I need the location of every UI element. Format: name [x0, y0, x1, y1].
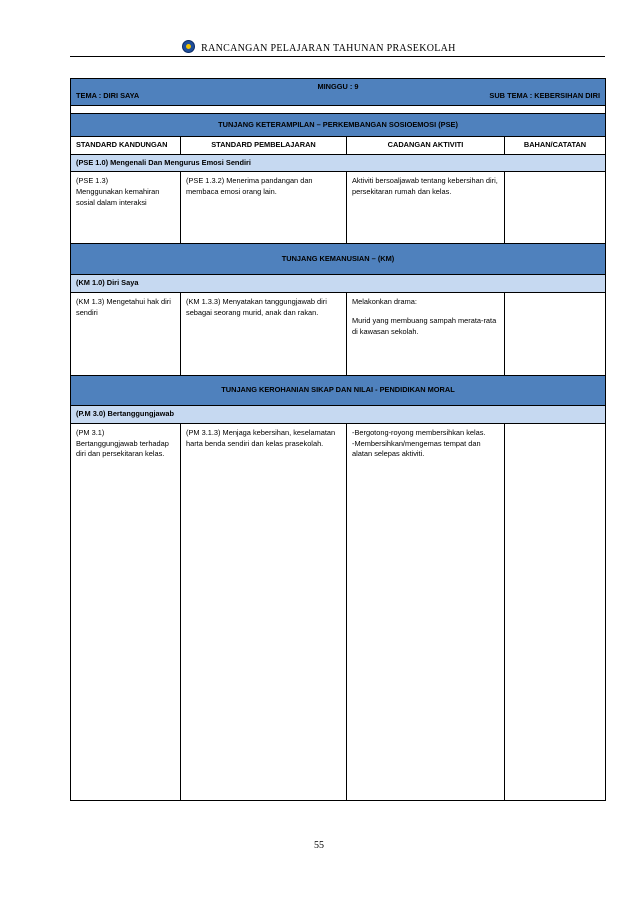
km-title: TUNJANG KEMANUSIAN – (KM): [71, 244, 606, 275]
spacer-row: [71, 106, 606, 114]
pm-kandungan-text: Bertanggungjawab terhadap diri dan persekitaran kelas.: [76, 438, 169, 459]
col-standard-kandungan: STANDARD KANDUNGAN: [71, 137, 181, 155]
ministry-logo-icon: [182, 40, 195, 53]
pm-title: TUNJANG KEROHANIAN SIKAP DAN NILAI - PENDIDIKAN MORAL: [71, 376, 606, 406]
km-kandungan: (KM 1.3) Mengetahui hak diri sendiri: [71, 293, 181, 376]
pse-content-row: [71, 172, 606, 244]
document-header: [0, 40, 638, 54]
km-pembelajaran: (KM 1.3.3) Menyatakan tanggungjawab diri sebagai seorang murid, anak dan rakan.: [181, 293, 347, 376]
pse-title-row: [71, 114, 606, 137]
pse-section: (PSE 1.0) Mengenali Dan Mengurus Emosi Sendiri: [71, 154, 606, 172]
pse-title: TUNJANG KETERAMPILAN – PERKEMBANGAN SOSIOEMOSI (PSE): [71, 114, 606, 137]
lesson-plan-table: [70, 78, 606, 801]
pse-bahan: [505, 172, 606, 244]
pse-aktiviti: Aktiviti bersoaljawab tentang kebersihan diri, persekitaran rumah dan kelas.: [347, 172, 505, 244]
week-label: MINGGU : 9: [317, 82, 359, 91]
km-content-row: [71, 293, 606, 376]
pm-section-row: [71, 406, 606, 424]
km-bahan: [505, 293, 606, 376]
km-aktiviti-detail: Murid yang membuang sampah merata-rata di kawasan sekolah.: [352, 315, 497, 336]
col-bahan-catatan: BAHAN/CATATAN: [505, 137, 606, 155]
km-section-row: [71, 275, 606, 293]
subtheme-label: SUB TEMA : KEBERSIHAN DIRI: [489, 91, 600, 101]
km-aktiviti-intro: Melakonkan drama:: [352, 297, 417, 307]
column-header-row: [71, 137, 606, 155]
pse-kandungan-code: (PSE 1.3): [76, 176, 109, 186]
pm-section: (P.M 3.0) Bertanggungjawab: [71, 406, 606, 424]
col-cadangan-aktiviti: CADANGAN AKTIVITI: [347, 137, 505, 155]
pm-bahan: [505, 423, 606, 800]
km-section: (KM 1.0) Diri Saya: [71, 275, 606, 293]
pse-pembelajaran: (PSE 1.3.2) Menerima pandangan dan membaca emosi orang lain.: [181, 172, 347, 244]
pse-kandungan-text: Menggunakan kemahiran sosial dalam interaksi: [76, 187, 160, 207]
pm-aktiviti-2: -Membersihkan/mengemas tempat dan alatan selepas aktiviti.: [352, 438, 481, 459]
pm-aktiviti-1: -Bergotong-royong membersihkan kelas.: [352, 427, 486, 437]
header-title: RANCANGAN PELAJARAN TAHUNAN PRASEKOLAH: [201, 43, 456, 54]
pm-kandungan-code: (PM 3.1): [76, 427, 105, 437]
page-number: 55: [314, 840, 324, 851]
pm-content-row: [71, 423, 606, 800]
week-row: [71, 79, 606, 106]
theme-label: TEMA : DIRI SAYA: [76, 91, 140, 101]
col-standard-pembelajaran: STANDARD PEMBELAJARAN: [181, 137, 347, 155]
pm-pembelajaran: (PM 3.1.3) Menjaga kebersihan, keselamatan harta benda sendiri dan kelas prasekolah.: [181, 423, 347, 800]
km-title-row: [71, 244, 606, 275]
pse-section-row: [71, 154, 606, 172]
pm-title-row: [71, 376, 606, 406]
header-divider: [70, 56, 605, 57]
